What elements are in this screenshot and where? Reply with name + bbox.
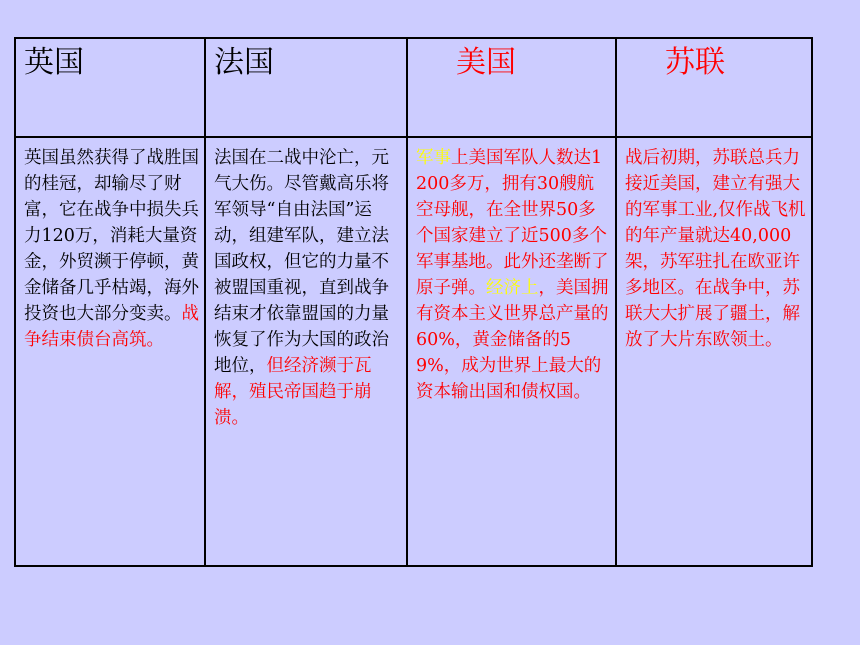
header-row (15, 38, 812, 137)
header-cell-ussr (616, 38, 812, 137)
usa-military-text: 上美国军队人数达1200多万，拥有30艘航空母舰，在全世界50多个国家建立了近500多个军事基地。此外还垄断了原子弹。 (416, 148, 609, 298)
body-cell-france (205, 137, 407, 566)
britain-main-text: 英国虽然获得了战胜国的桂冠，却输尽了财富，它在战争中损失兵力120万，消耗大量资金，外贸濒于停顿，黄金储备几乎枯竭，海外投资也大部分变卖。 (24, 148, 199, 324)
france-main-text: 法国在二战中沦亡，元气大伤。尽管戴高乐将军领导“自由法国”运动，组建军队，建立法国政权，但它的力量不被盟国重视，直到战争结束才依靠盟国的力量恢复了作为大国的政治地位， (214, 148, 389, 376)
body-cell-ussr (616, 137, 812, 566)
france-description (206, 138, 406, 431)
body-cell-usa (407, 137, 616, 566)
usa-military-label: 军事 (416, 148, 451, 168)
france-highlight-text: 但经济濒于瓦解，殖民帝国趋于崩溃。 (214, 356, 372, 428)
header-usa: 美国 (456, 45, 516, 80)
ussr-description: 战后初期，苏联总兵力接近美国，建立有强大的军事工业,仅作战飞机的年产量就达40,000架，苏军驻扎在欧亚许多地区。在战争中，苏联大大扩展了疆土，解放了大片东欧领土。 (625, 148, 806, 350)
usa-economy-label: 经济上 (486, 278, 539, 298)
header-cell-usa (407, 38, 616, 137)
body-cell-britain (15, 137, 205, 566)
body-row (15, 137, 812, 566)
usa-economy-text: ，美国拥有资本主义世界总产量的60%，黄金储备的59%，成为世界上最大的资本输出国和债权国。 (416, 278, 609, 402)
header-britain: 英国 (24, 45, 84, 80)
header-cell-britain (15, 38, 205, 137)
britain-highlight-text: 战争结束债台高筑。 (24, 304, 199, 350)
header-ussr: 苏联 (665, 45, 725, 80)
header-cell-france (205, 38, 407, 137)
usa-description (408, 138, 615, 405)
britain-description (16, 138, 204, 353)
header-france: 法国 (214, 45, 274, 80)
comparison-table (14, 37, 813, 567)
